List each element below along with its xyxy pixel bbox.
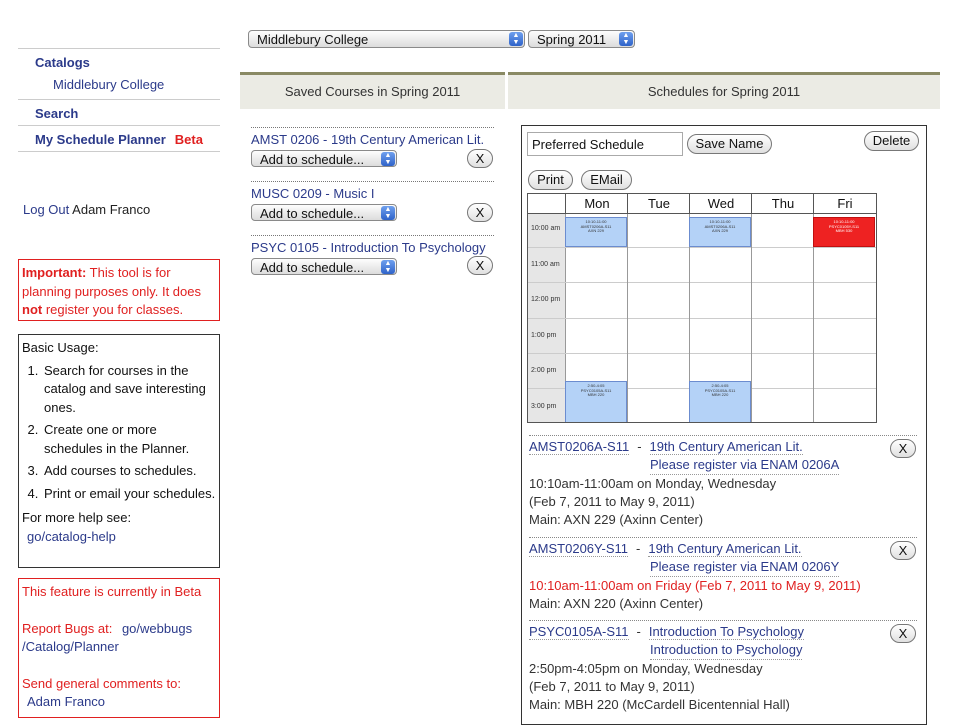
add-to-schedule-select[interactable] xyxy=(251,150,397,167)
schedule-entry xyxy=(529,620,917,714)
remove-entry-button[interactable]: X xyxy=(890,439,916,458)
remove-saved-course-button[interactable]: X xyxy=(467,149,493,168)
schedule-entry xyxy=(529,435,917,529)
nav-schedule-planner[interactable] xyxy=(18,125,220,151)
nav-search[interactable]: Search xyxy=(18,99,220,125)
usage-step: 4. Print or email your schedules. xyxy=(42,485,216,504)
event-room: MBH 220 xyxy=(587,392,605,397)
sidebar xyxy=(18,48,220,709)
select-arrows-icon: ▲ ▼ xyxy=(381,260,395,274)
delete-schedule-button[interactable]: Delete xyxy=(864,131,919,151)
select-arrows-icon: ▲ ▼ xyxy=(619,32,633,46)
event-room: AXN 229 xyxy=(587,228,604,233)
entry-dates: (Feb 7, 2011 to May 9, 2011) xyxy=(529,679,695,694)
schedules-header: Schedules for Spring 2011 xyxy=(508,72,940,109)
usage-heading: Basic Usage: xyxy=(22,340,99,355)
entry-code-link[interactable]: AMST0206A-S11 xyxy=(529,439,630,454)
select-arrows-icon: ▲ ▼ xyxy=(509,32,523,46)
event-time: 2:50-4:05 xyxy=(587,383,605,388)
help-label: For more help see: xyxy=(22,510,132,525)
saved-course-title[interactable]: PSYC 0105 - Introduction To Psychology xyxy=(251,240,486,255)
day-header-wed: Wed xyxy=(689,194,752,214)
event-code: PSYC0105A-S11 xyxy=(704,387,736,393)
entry-time: 10:10am-11:00am on Monday, Wednesday xyxy=(529,476,777,491)
beta-label: Beta xyxy=(174,132,203,147)
basic-usage-box xyxy=(18,334,220,568)
entry-dash: - xyxy=(636,624,641,639)
event-time: 2:50-4:05 xyxy=(711,383,729,388)
day-separator xyxy=(751,214,752,423)
calendar-event-conflict[interactable] xyxy=(813,217,875,247)
remove-entry-button[interactable]: X xyxy=(890,541,916,560)
add-to-schedule-label: Add to schedule... xyxy=(260,206,365,221)
saved-course xyxy=(251,181,494,221)
event-code: AMST0206A-S11 xyxy=(704,223,736,229)
hour-line xyxy=(528,282,877,283)
beta-notice xyxy=(18,578,220,718)
time-label: 2:00 pm xyxy=(531,367,557,374)
time-label: 12:00 pm xyxy=(531,296,561,303)
important-text-1: This tool is for planning purposes only. It does xyxy=(22,265,201,299)
nav-planner-label: My Schedule Planner xyxy=(35,132,166,147)
entry-code-link[interactable]: PSYC0105A-S11 xyxy=(529,624,629,639)
event-room: MBH 220 xyxy=(711,392,729,397)
corner-header xyxy=(528,194,566,214)
entry-location: Main: AXN 220 (Axinn Center) xyxy=(529,596,704,611)
hour-line xyxy=(528,353,877,354)
day-header-tue: Tue xyxy=(627,194,690,214)
nav-catalog-middlebury[interactable]: Middlebury College xyxy=(53,77,165,92)
entry-dash: - xyxy=(637,439,642,454)
entry-location: Main: AXN 229 (Axinn Center) xyxy=(529,512,704,527)
entry-title-link[interactable]: Introduction To Psychology xyxy=(648,624,804,639)
important-lead: Important: xyxy=(22,265,87,280)
hour-line xyxy=(528,247,877,248)
catalogs-section xyxy=(18,48,220,97)
entry-location: Main: MBH 220 (McCardell Bicentennial Hall) xyxy=(529,697,790,712)
add-to-schedule-select[interactable] xyxy=(251,204,397,221)
comments-label: Send general comments to: xyxy=(22,675,181,691)
saved-course xyxy=(251,235,494,275)
saved-courses-header: Saved Courses in Spring 2011 xyxy=(240,72,505,109)
time-label: 1:00 pm xyxy=(531,332,557,339)
user-name: Adam Franco xyxy=(72,202,151,217)
entry-register-note: Please register via ENAM 0206A xyxy=(650,456,839,475)
save-name-button[interactable]: Save Name xyxy=(687,134,772,154)
usage-step: 3. Add courses to schedules. xyxy=(42,462,216,481)
calendar-event[interactable] xyxy=(689,217,751,247)
add-to-schedule-select[interactable] xyxy=(251,258,397,275)
calendar-event[interactable] xyxy=(565,381,627,423)
calendar-event[interactable] xyxy=(565,217,627,247)
entry-dates: (Feb 7, 2011 to May 9, 2011) xyxy=(529,494,695,509)
entry-title-link[interactable]: 19th Century American Lit. xyxy=(649,439,803,454)
email-button[interactable]: EMail xyxy=(581,170,632,190)
entry-dash: - xyxy=(636,541,641,556)
select-arrows-icon: ▲ ▼ xyxy=(381,206,395,220)
saved-course-title[interactable]: MUSC 0209 - Music I xyxy=(251,186,375,201)
usage-steps xyxy=(22,362,216,504)
saved-course-title[interactable]: AMST 0206 - 19th Century American Lit. xyxy=(251,132,485,147)
select-arrows-icon: ▲ ▼ xyxy=(381,152,395,166)
nav-catalogs[interactable]: Catalogs xyxy=(35,55,90,70)
nav-divider xyxy=(18,151,220,152)
event-code: AMST0206A-S11 xyxy=(580,223,612,229)
event-code: PSYC0105A-S11 xyxy=(580,387,612,393)
entry-time-conflict: 10:10am-11:00am on Friday (Feb 7, 2011 to May 9, 2011) xyxy=(529,578,861,593)
entry-time: 2:50pm-4:05pm on Monday, Wednesday xyxy=(529,661,763,676)
schedule-name-field[interactable]: Preferred Schedule xyxy=(527,132,683,156)
bugs-label: Report Bugs at: xyxy=(22,620,113,636)
event-time: 10:10-11:00 xyxy=(585,219,607,224)
remove-entry-button[interactable]: X xyxy=(890,624,916,643)
entry-code-link[interactable]: AMST0206Y-S11 xyxy=(529,541,629,556)
bugs-link[interactable]: go/webbugs /Catalog/Planner xyxy=(22,620,193,654)
entry-title-link[interactable]: 19th Century American Lit. xyxy=(648,541,802,556)
beta-heading: This feature is currently in Beta xyxy=(22,584,202,599)
event-room: AXN 229 xyxy=(711,228,728,233)
day-header-thu: Thu xyxy=(751,194,814,214)
hour-line xyxy=(528,318,877,319)
event-time: 10:10-11:00 xyxy=(709,219,731,224)
print-button[interactable]: Print xyxy=(528,170,573,190)
institution-select[interactable] xyxy=(248,30,525,48)
important-notice xyxy=(18,259,220,321)
term-select[interactable] xyxy=(528,30,635,48)
usage-step: 1. Search for courses in the catalog and save interesting ones. xyxy=(42,362,216,418)
important-not: not xyxy=(22,302,43,317)
remove-saved-course-button[interactable]: X xyxy=(467,203,493,222)
comments-link[interactable]: Adam Franco xyxy=(27,694,106,709)
help-link[interactable]: go/catalog-help xyxy=(27,528,116,544)
term-select-value: Spring 2011 xyxy=(537,32,607,47)
event-code: PSYC0105Y-S11 xyxy=(828,223,860,229)
entry-register-note: Introduction to Psychology xyxy=(650,641,802,660)
saved-course xyxy=(251,127,494,167)
entry-register-note: Please register via ENAM 0206Y xyxy=(650,558,839,577)
important-text-2: register you for classes. xyxy=(42,302,184,317)
institution-select-value: Middlebury College xyxy=(257,32,369,47)
weekly-calendar xyxy=(527,193,877,423)
time-label: 11:00 am xyxy=(531,261,560,268)
usage-step: 2. Create one or more schedules in the Planner. xyxy=(42,421,216,458)
day-header-fri: Fri xyxy=(813,194,876,214)
logout-link[interactable]: Log Out xyxy=(23,202,70,217)
time-label: 3:00 pm xyxy=(531,403,557,410)
event-room: MBH 530 xyxy=(835,228,853,233)
add-to-schedule-label: Add to schedule... xyxy=(260,260,365,275)
logout-row xyxy=(23,202,150,217)
add-to-schedule-label: Add to schedule... xyxy=(260,152,365,167)
remove-saved-course-button[interactable]: X xyxy=(467,256,493,275)
schedule-entry xyxy=(529,537,917,613)
time-label: 10:00 am xyxy=(531,225,561,232)
event-time: 10:10-11:00 xyxy=(833,219,855,224)
day-separator xyxy=(627,214,628,423)
calendar-event[interactable] xyxy=(689,381,751,423)
day-header-mon: Mon xyxy=(565,194,628,214)
